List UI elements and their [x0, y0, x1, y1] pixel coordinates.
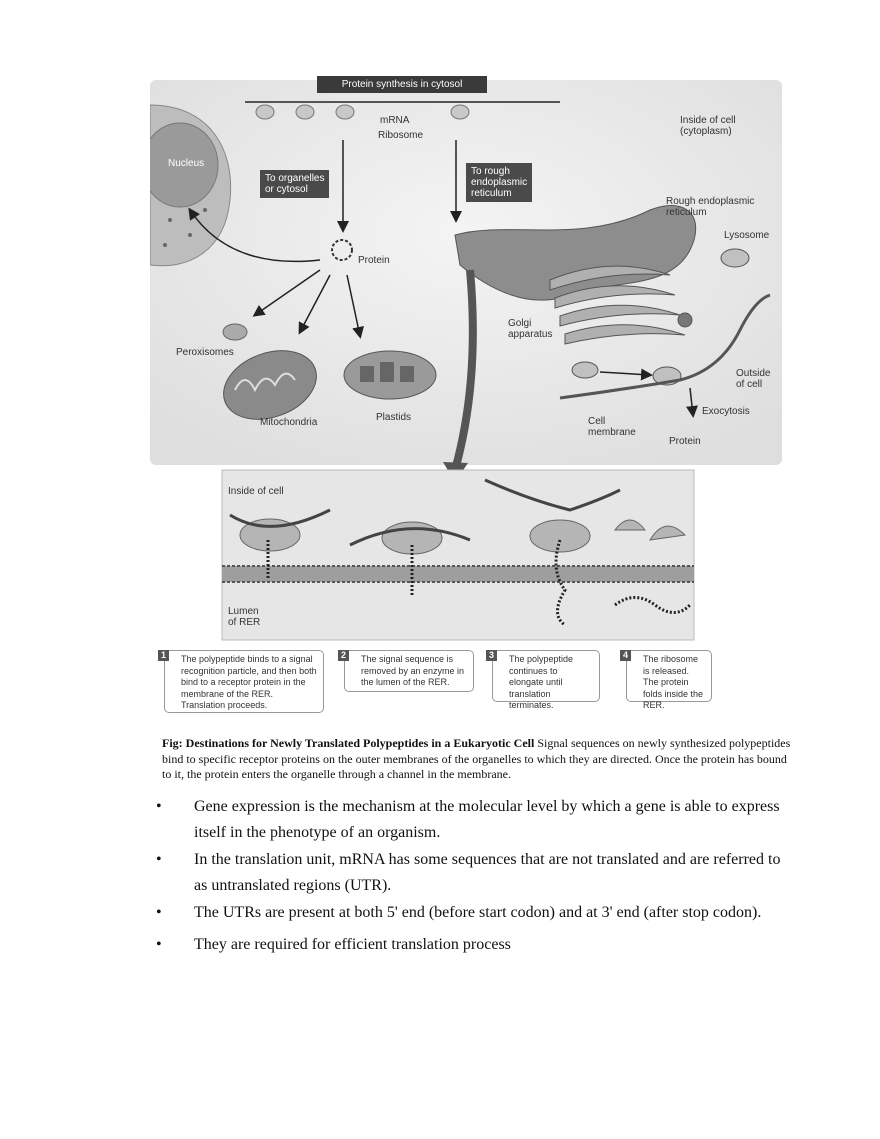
step-3-number: 3: [486, 650, 497, 661]
bullet-text: In the translation unit, mRNA has some sequences that are not translated and are referred to as untranslated regions (UTR).: [194, 851, 781, 894]
step-1-box: [160, 650, 324, 713]
step-2-box: [340, 650, 474, 692]
secreted-protein-label: Protein: [669, 436, 701, 447]
bullet-text: Gene expression is the mechanism at the molecular level by which a gene is able to express itself in the phenotype of an organism.: [194, 798, 780, 841]
step-4-text: The ribosome is released. The protein folds inside the RER.: [643, 654, 704, 710]
plastids-label: Plastids: [376, 412, 412, 423]
inside-cell-cytoplasm-label: Inside of cell (cytoplasm): [680, 115, 736, 137]
mitochondria-label: Mitochondria: [260, 417, 318, 428]
protein-synthesis-title: Protein synthesis in cytosol: [317, 76, 487, 93]
bullet-symbol: •: [156, 936, 162, 953]
bullet-text: The UTRs are present at both 5' end (before start codon) and at 3' end (after stop codon).: [194, 904, 762, 921]
step-2-number: 2: [338, 650, 349, 661]
caption-title: Fig: Destinations for Newly Translated Polypeptides in a Eukaryotic Cell: [162, 736, 535, 750]
peroxisomes-label: Peroxisomes: [176, 347, 234, 358]
protein-destinations-figure: [150, 70, 790, 720]
step-1-number: 1: [158, 650, 169, 661]
rer-membrane: [222, 566, 694, 582]
inside-cell-label: Inside of cell: [228, 486, 284, 497]
lower-panel-bg: [222, 470, 694, 640]
to-rough-er-label: To rough endoplasmic reticulum: [466, 163, 532, 202]
peroxisome-shape: [223, 324, 247, 340]
step-3-text: The polypeptide continues to elongate until translation terminates.: [509, 654, 574, 710]
step-2-text: The signal sequence is removed by an enzyme in the lumen of the RER.: [361, 654, 465, 687]
cell-membrane-label: Cell membrane: [588, 416, 636, 438]
bullet-symbol: •: [156, 851, 162, 868]
outside-cell-label: Outside of cell: [736, 368, 771, 390]
bullet-symbol: •: [156, 798, 162, 815]
step-4-box: [622, 650, 712, 710]
step-1-text: The polypeptide binds to a signal recognition particle, and then both bind to a receptor protein in the membrane of the RER. Translation proceeds.: [181, 654, 317, 710]
rough-er-label: Rough endoplasmic reticulum: [666, 196, 755, 218]
lysosome-label: Lysosome: [724, 230, 770, 241]
bullet-text: They are required for efficient translation process: [194, 936, 511, 953]
step-3-box: [488, 650, 600, 710]
bullet-symbol: •: [156, 904, 162, 921]
golgi-label: Golgi apparatus: [508, 318, 553, 340]
lumen-rer-label: Lumen of RER: [228, 606, 261, 628]
protein-label: Protein: [358, 255, 390, 266]
mrna-label: mRNA: [380, 115, 410, 126]
nucleus-label: Nucleus: [168, 158, 205, 169]
plastid-shape: [344, 351, 436, 399]
caption-text: Signal sequences on newly synthesized polypeptides bind to specific receptor proteins on the outer membranes of the organelles to which they are directed. Once the protein has bound to it, the protein enters the organelle through a channel in the membrane.: [162, 736, 791, 781]
step-4-number: 4: [620, 650, 631, 661]
ribosome-label: Ribosome: [378, 130, 424, 141]
to-organelles-label: To organelles or cytosol: [260, 170, 329, 198]
exocytosis-label: Exocytosis: [702, 406, 750, 417]
figure-caption: [162, 736, 792, 783]
